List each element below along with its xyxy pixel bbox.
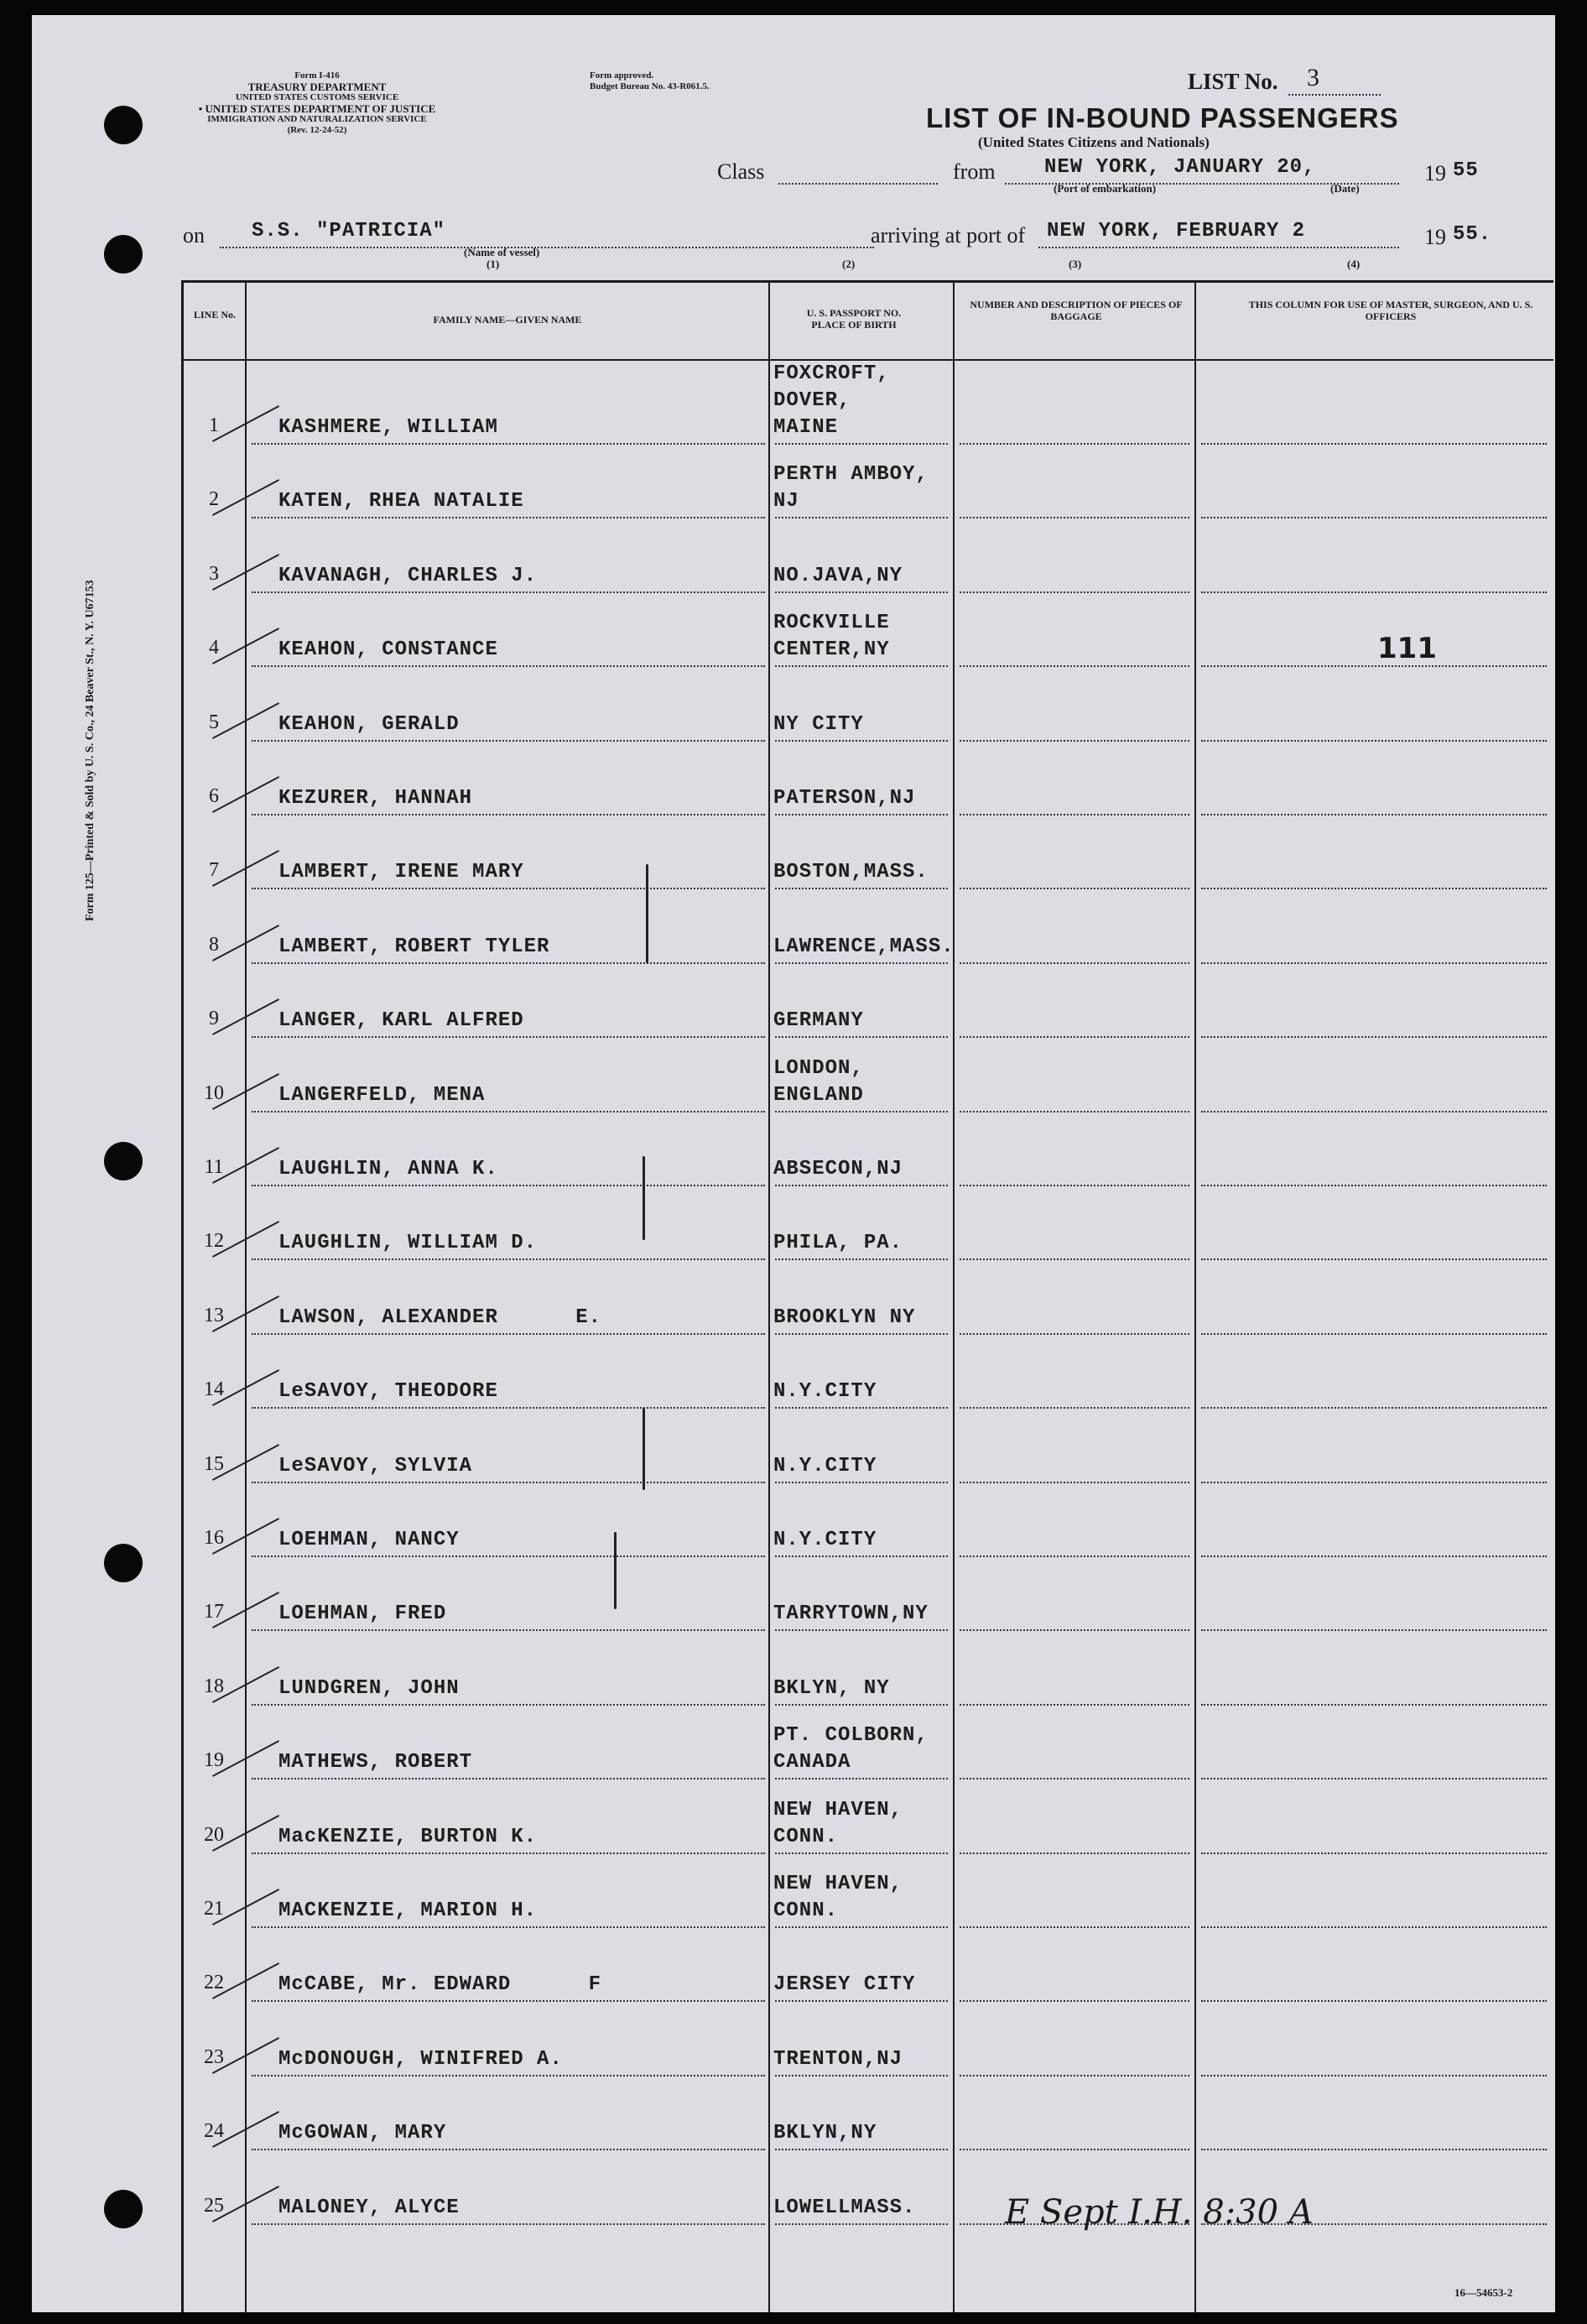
row-dotted-line <box>252 1185 765 1186</box>
vessel-caption: (Name of vessel) <box>464 246 540 258</box>
immigration-label: IMMIGRATION AND NATURALIZATION SERVICE <box>207 114 427 124</box>
passenger-name: MACKENZIE, MARION H. <box>278 1899 538 1922</box>
passenger-name: LANGERFELD, MENA <box>278 1083 486 1107</box>
passenger-name: LANGER, KARL ALFRED <box>278 1009 524 1033</box>
line-number: 18 <box>204 1675 224 1697</box>
passenger-name: MacKENZIE, BURTON K. <box>278 1825 538 1848</box>
table-left-border <box>181 280 184 2312</box>
bracket-mark <box>646 864 648 963</box>
punch-hole <box>104 235 143 274</box>
row-dotted-line <box>252 888 765 889</box>
row-dotted-line <box>1201 962 1547 964</box>
passenger-name: LOEHMAN, NANCY <box>278 1529 460 1551</box>
bracket-mark <box>643 1156 645 1240</box>
arriving-label: arriving at port of <box>871 223 1026 248</box>
row-dotted-line <box>960 2075 1189 2076</box>
row-dotted-line <box>775 665 948 667</box>
row-dotted-line <box>775 1185 948 1186</box>
place-of-birth: NJ <box>773 490 799 513</box>
row-dotted-line <box>1201 517 1547 518</box>
row-dotted-line <box>252 740 765 742</box>
row-dotted-line <box>252 1111 765 1112</box>
class-label: Class <box>717 159 765 184</box>
bracket-mark <box>614 1532 617 1609</box>
line-number: 11 <box>204 1156 224 1178</box>
place-of-birth: PHILA, PA. <box>773 1232 903 1255</box>
place-of-birth: BROOKLYN NY <box>773 1305 916 1329</box>
row-dotted-line <box>960 1036 1189 1038</box>
line-number: 12 <box>204 1230 224 1253</box>
line-number: 10 <box>204 1081 224 1104</box>
year-prefix: 19 <box>1424 161 1446 185</box>
agency-block <box>166 70 468 136</box>
row-dotted-line <box>960 1185 1189 1186</box>
row-dotted-line <box>960 1852 1189 1854</box>
passenger-name: LAUGHLIN, ANNA K. <box>278 1158 498 1180</box>
on-label: on <box>183 223 205 248</box>
row-dotted-line <box>960 2149 1189 2150</box>
line-number: 21 <box>204 1898 224 1920</box>
row-dotted-line <box>252 1926 765 1928</box>
row-dotted-line <box>960 962 1189 964</box>
row-dotted-line <box>960 1778 1189 1779</box>
page-subtitle: (United States Citizens and Nationals) <box>978 134 1210 150</box>
passenger-name: McGOWAN, MARY <box>278 2122 447 2145</box>
row-dotted-line <box>960 1704 1189 1706</box>
vessel-column-number: (1) <box>487 258 500 270</box>
punch-hole <box>104 2190 143 2228</box>
row-dotted-line <box>960 665 1189 667</box>
line-number: 6 <box>209 785 219 807</box>
row-dotted-line <box>1201 2000 1547 2002</box>
row-dotted-line <box>775 1852 948 1854</box>
customs-label: UNITED STATES CUSTOMS SERVICE <box>235 92 399 102</box>
row-dotted-line <box>960 1629 1189 1631</box>
row-dotted-line <box>775 1704 948 1706</box>
place-of-birth: NO.JAVA,NY <box>773 564 903 587</box>
arrival-year-prefix: 19 <box>1424 225 1446 249</box>
page-title: LIST OF IN-BOUND PASSENGERS <box>926 102 1399 133</box>
place-of-birth: BOSTON,MASS. <box>773 861 929 884</box>
place-of-birth: NEW HAVEN, <box>773 1798 903 1821</box>
arriving-dots <box>1038 247 1399 248</box>
row-dotted-line <box>252 2000 765 2002</box>
row-dotted-line <box>775 443 948 445</box>
row-dotted-line <box>1201 814 1547 815</box>
passenger-name: MALONEY, ALYCE <box>278 2196 460 2219</box>
column-header-name: FAMILY NAME—GIVEN NAME <box>433 314 582 326</box>
row-dotted-line <box>775 1629 948 1631</box>
place-of-birth: PATERSON,NJ <box>773 787 916 810</box>
row-dotted-line <box>775 1258 948 1260</box>
punch-hole <box>104 1544 143 1582</box>
port-caption: (Port of embarkation) <box>1054 182 1157 195</box>
row-dotted-line <box>1201 1926 1547 1928</box>
place-of-birth: DOVER, <box>773 389 851 412</box>
printer-imprint: Form 125—Printed & Sold by U. S. Co., 24 Beaver St., N. Y. U67153 <box>84 580 96 921</box>
place-of-birth: CANADA <box>773 1751 851 1774</box>
row-dotted-line <box>775 2000 948 2002</box>
row-dotted-line <box>775 814 948 815</box>
row-dotted-line <box>775 962 948 964</box>
row-dotted-line <box>252 665 765 667</box>
arrival-port: NEW YORK, FEBRUARY 2 <box>1047 220 1306 242</box>
passenger-name: KEZURER, HANNAH <box>278 787 473 810</box>
row-dotted-line <box>1201 1185 1547 1186</box>
row-dotted-line <box>1201 1778 1547 1779</box>
row-dotted-line <box>960 740 1189 742</box>
row-dotted-line <box>252 1555 765 1557</box>
line-number: 3 <box>209 562 219 585</box>
row-dotted-line <box>252 1482 765 1483</box>
row-dotted-line <box>252 1852 765 1854</box>
line-number: 2 <box>209 488 219 511</box>
row-dotted-line <box>960 2000 1189 2002</box>
row-dotted-line <box>775 1036 948 1038</box>
date-caption: (Date) <box>1330 182 1360 195</box>
row-dotted-line <box>960 1111 1189 1112</box>
line-number: 24 <box>204 2120 224 2143</box>
line-number: 22 <box>204 1972 224 1994</box>
passenger-name: LeSAVOY, SYLVIA <box>278 1454 473 1477</box>
row-dotted-line <box>1201 2149 1547 2150</box>
row-dotted-line <box>960 888 1189 889</box>
row-dotted-line <box>252 2149 765 2150</box>
passenger-name: LeSAVOY, THEODORE <box>278 1380 498 1404</box>
bracket-mark <box>643 1408 645 1490</box>
line-number: 7 <box>209 859 219 882</box>
row-dotted-line <box>1201 1629 1547 1631</box>
row-dotted-line <box>1201 1333 1547 1335</box>
place-of-birth: LOWELLMASS. <box>773 2196 916 2219</box>
row-dotted-line <box>1201 1111 1547 1112</box>
row-dotted-line <box>775 740 948 742</box>
row-dotted-line <box>1201 888 1547 889</box>
row-dotted-line <box>252 1704 765 1706</box>
line-number: 13 <box>204 1304 224 1326</box>
row-dotted-line <box>775 2075 948 2076</box>
row-dotted-line <box>960 814 1189 815</box>
row-dotted-line <box>775 1333 948 1335</box>
place-of-birth: TRENTON,NJ <box>773 2047 903 2071</box>
row-dotted-line <box>775 2223 948 2225</box>
list-number-underline <box>1288 94 1381 96</box>
place-of-birth: LONDON, <box>773 1056 864 1080</box>
line-number: 14 <box>204 1378 224 1401</box>
place-of-birth: LAWRENCE,MASS. <box>773 935 955 958</box>
row-dotted-line <box>775 2149 948 2150</box>
row-dotted-line <box>1201 1036 1547 1038</box>
embarkation-year: 55 <box>1453 159 1479 182</box>
row-dotted-line <box>1201 665 1547 667</box>
row-dotted-line <box>252 1778 765 1779</box>
row-dotted-line <box>1201 740 1547 742</box>
row-dotted-line <box>1201 443 1547 445</box>
line-number: 16 <box>204 1527 224 1549</box>
column-header-baggage: NUMBER AND DESCRIPTION OF PIECES OF BAGGAGE <box>970 299 1183 322</box>
row-dotted-line <box>252 1407 765 1409</box>
place-of-birth: ABSECON,NJ <box>773 1158 903 1180</box>
place-of-birth: FOXCROFT, <box>773 362 890 385</box>
place-of-birth: MAINE <box>773 416 839 439</box>
passenger-name: KATEN, RHEA NATALIE <box>278 490 524 513</box>
row-dotted-line <box>1201 2075 1547 2076</box>
form-number: Form I-416 <box>294 70 340 81</box>
row-dotted-line <box>252 1036 765 1038</box>
place-of-birth: BKLYN, NY <box>773 1676 890 1700</box>
row-dotted-line <box>252 591 765 593</box>
column-divider-birth <box>768 280 770 2312</box>
place-of-birth: CONN. <box>773 1825 839 1848</box>
budget-block <box>590 70 783 92</box>
budget-bureau: Budget Bureau No. 43-R061.5. <box>590 81 710 91</box>
treasury-label: TREASURY DEPARTMENT <box>247 81 387 93</box>
line-number: 9 <box>209 1008 219 1030</box>
place-of-birth: NEW HAVEN, <box>773 1873 903 1895</box>
line-number: 4 <box>209 637 219 659</box>
line-number: 15 <box>204 1452 224 1475</box>
line-number: 23 <box>204 2045 224 2068</box>
row-dotted-line <box>252 443 765 445</box>
form-approved: Form approved. <box>590 70 654 81</box>
column-header-line-no: LINE No. <box>193 309 236 320</box>
row-dotted-line <box>1201 1407 1547 1409</box>
row-dotted-line <box>775 1482 948 1483</box>
table-top-border <box>181 280 1553 283</box>
class-dots <box>778 183 938 185</box>
row-dotted-line <box>1201 1258 1547 1260</box>
column-header-officers: THIS COLUMN FOR USE OF MASTER, SURGEON, AND U. S. OFFICERS <box>1248 299 1533 322</box>
row-dotted-line <box>960 1926 1189 1928</box>
place-of-birth: PERTH AMBOY, <box>773 463 929 487</box>
from-label: from <box>953 159 996 184</box>
row-dotted-line <box>960 1333 1189 1335</box>
footer-code: 16—54653-2 <box>1454 2286 1513 2299</box>
row-dotted-line <box>775 591 948 593</box>
place-of-birth: PT. COLBORN, <box>773 1724 929 1748</box>
passenger-name: KEAHON, CONSTANCE <box>278 638 498 662</box>
passenger-name: LAMBERT, IRENE MARY <box>278 861 524 884</box>
column-divider-name <box>245 280 247 2312</box>
row-dotted-line <box>252 2223 765 2225</box>
row-dotted-line <box>775 1111 948 1112</box>
place-of-birth: N.Y.CITY <box>773 1380 877 1404</box>
row-dotted-line <box>960 1407 1189 1409</box>
row-dotted-line <box>775 1555 948 1557</box>
vessel-name: S.S. "PATRICIA" <box>252 220 446 242</box>
passenger-name: LAMBERT, ROBERT TYLER <box>278 935 550 958</box>
place-of-birth: NY CITY <box>773 712 864 736</box>
passenger-name: McCABE, Mr. EDWARD F <box>278 1973 602 1997</box>
row-dotted-line <box>1201 1704 1547 1706</box>
row-dotted-line <box>1201 1482 1547 1483</box>
row-dotted-line <box>252 517 765 518</box>
revision-label: (Rev. 12-24-52) <box>287 125 347 135</box>
row-dotted-line <box>960 517 1189 518</box>
place-of-birth: TARRYTOWN,NY <box>773 1602 929 1626</box>
place-of-birth: N.Y.CITY <box>773 1529 877 1551</box>
place-of-birth: ROCKVILLE <box>773 612 890 635</box>
place-of-birth: CONN. <box>773 1899 839 1922</box>
row-dotted-line <box>960 1555 1189 1557</box>
line-number: 8 <box>209 933 219 956</box>
line-number: 17 <box>204 1601 224 1623</box>
row-dotted-line <box>1201 591 1547 593</box>
row-dotted-line <box>775 517 948 518</box>
line-number: 1 <box>209 414 219 436</box>
row-dotted-line <box>1201 1555 1547 1557</box>
column-4-mark: (4) <box>1347 258 1361 270</box>
place-of-birth: GERMANY <box>773 1009 864 1033</box>
place-of-birth: ENGLAND <box>773 1083 864 1107</box>
row-dotted-line <box>1201 1852 1547 1854</box>
row-dotted-line <box>252 962 765 964</box>
column-2-mark: (2) <box>842 258 856 270</box>
port-of-embarkation: NEW YORK, JANUARY 20, <box>1044 156 1316 179</box>
vessel-dots <box>220 247 874 248</box>
row-dotted-line <box>775 1926 948 1928</box>
place-of-birth: JERSEY CITY <box>773 1973 916 1997</box>
passenger-name: KAVANAGH, CHARLES J. <box>278 564 538 587</box>
passenger-name: LAUGHLIN, WILLIAM D. <box>278 1232 538 1255</box>
place-of-birth: N.Y.CITY <box>773 1454 877 1477</box>
list-number-value: 3 <box>1307 64 1319 91</box>
row-dotted-line <box>960 1482 1189 1483</box>
list-number-label: LIST No. <box>1188 69 1278 94</box>
table-header-border <box>181 359 1553 361</box>
row-dotted-line <box>252 2075 765 2076</box>
line-number: 19 <box>204 1749 224 1772</box>
row-dotted-line <box>960 1258 1189 1260</box>
line-number: 25 <box>204 2194 224 2217</box>
passenger-name: LAWSON, ALEXANDER E. <box>278 1305 602 1329</box>
passenger-name: McDONOUGH, WINIFRED A. <box>278 2047 563 2071</box>
line-number: 5 <box>209 711 219 733</box>
row-dotted-line <box>775 888 948 889</box>
passenger-name: MATHEWS, ROBERT <box>278 1751 473 1774</box>
officer-note: 111 <box>1377 632 1437 666</box>
passenger-name: KEAHON, GERALD <box>278 712 460 736</box>
row-dotted-line <box>252 1333 765 1335</box>
column-divider-officers <box>1194 280 1196 2312</box>
column-divider-baggage <box>953 280 955 2312</box>
row-dotted-line <box>252 814 765 815</box>
punch-hole <box>104 1142 143 1180</box>
row-dotted-line <box>960 591 1189 593</box>
passenger-name: LOEHMAN, FRED <box>278 1602 447 1626</box>
row-dotted-line <box>775 1407 948 1409</box>
handwritten-note: E Sept I.H. 8:30 A <box>1005 2193 1314 2232</box>
passenger-name: LUNDGREN, JOHN <box>278 1676 460 1700</box>
row-dotted-line <box>960 443 1189 445</box>
row-dotted-line <box>252 1629 765 1631</box>
passenger-name: KASHMERE, WILLIAM <box>278 416 498 439</box>
line-number: 20 <box>204 1823 224 1846</box>
row-dotted-line <box>252 1258 765 1260</box>
manifest-page <box>32 15 1555 2312</box>
arrival-year: 55. <box>1453 223 1492 246</box>
justice-label: • UNITED STATES DEPARTMENT OF JUSTICE <box>198 102 436 115</box>
punch-hole <box>104 106 143 144</box>
place-of-birth: CENTER,NY <box>773 638 890 662</box>
row-dotted-line <box>775 1778 948 1779</box>
column-3-mark: (3) <box>1069 258 1082 270</box>
column-header-passport: U. S. PASSPORT NO. PLACE OF BIRTH <box>806 307 902 331</box>
place-of-birth: BKLYN,NY <box>773 2122 877 2145</box>
